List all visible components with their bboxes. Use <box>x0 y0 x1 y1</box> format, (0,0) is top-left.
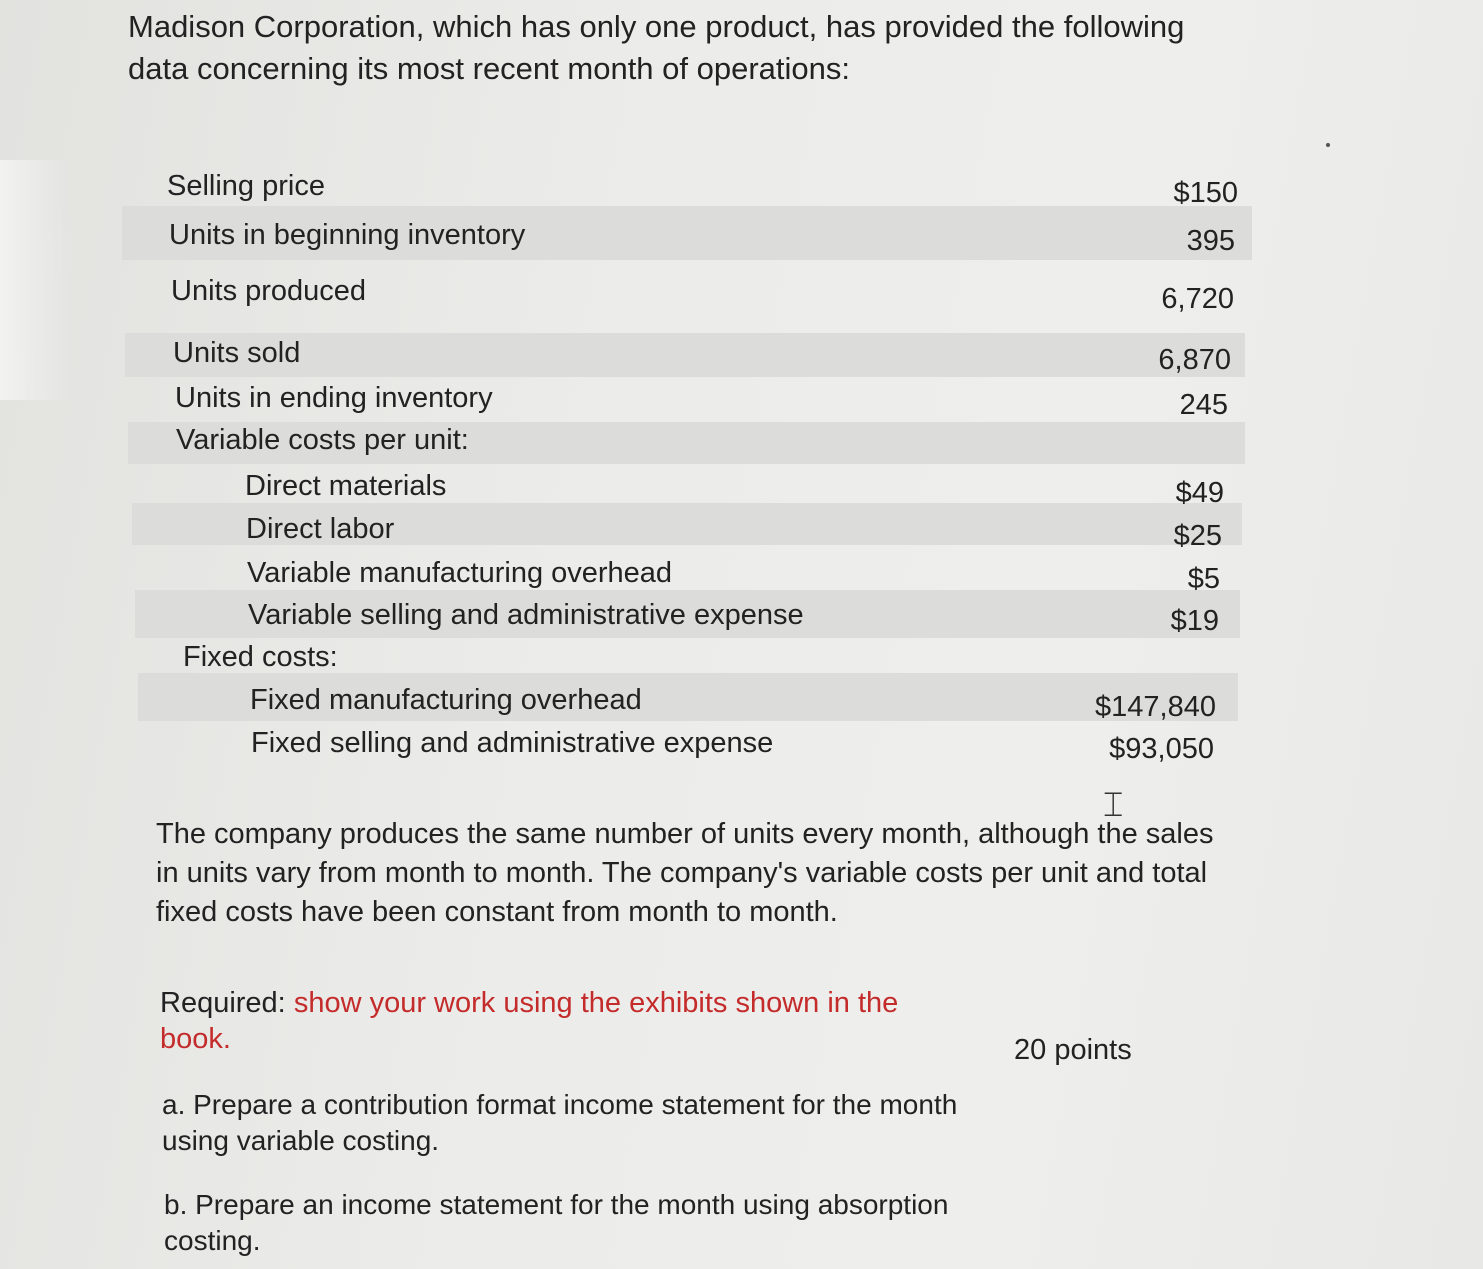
fixed-costs-header: Fixed costs: <box>183 641 338 673</box>
variable-mfg-overhead-value: $5 <box>1187 563 1220 595</box>
direct-materials-label: Direct materials <box>245 470 447 502</box>
text-cursor-icon: ⌶ <box>1103 786 1124 824</box>
units-sold-value: 6,870 <box>1158 344 1231 376</box>
variable-sga-label: Variable selling and administrative expense <box>248 599 804 631</box>
required-text <box>160 985 940 1057</box>
fixed-mfg-overhead-label: Fixed manufacturing overhead <box>250 684 642 716</box>
required-instruction: show your work using the exhibits shown in the book. <box>160 987 899 1055</box>
variable-costs-header: Variable costs per unit: <box>176 424 469 456</box>
required-prefix: Required: <box>160 987 294 1019</box>
task-a: a. Prepare a contribution format income statement for the month using variable costing. <box>162 1089 958 1156</box>
beginning-inventory-value: 395 <box>1186 225 1235 257</box>
variable-mfg-overhead-label: Variable manufacturing overhead <box>247 557 673 589</box>
screen-speck <box>1326 143 1330 147</box>
points-label: 20 points <box>1014 1034 1132 1066</box>
direct-labor-label: Direct labor <box>246 513 395 545</box>
direct-materials-value: $49 <box>1175 477 1224 509</box>
intro-text: Madison Corporation, which has only one product, has provided the following data concerning its most recent month of operations: <box>128 9 1185 86</box>
ending-inventory-label: Units in ending inventory <box>175 382 493 414</box>
ending-inventory-value: 245 <box>1179 389 1228 421</box>
direct-labor-value: $25 <box>1173 520 1222 552</box>
screen-glare <box>0 160 70 400</box>
units-produced-label: Units produced <box>171 275 367 307</box>
units-produced-value: 6,720 <box>1161 283 1234 315</box>
selling-price-value: $150 <box>1173 177 1238 209</box>
fixed-sga-label: Fixed selling and administrative expense <box>251 727 774 759</box>
fixed-sga-value: $93,050 <box>1109 733 1214 765</box>
selling-price-label: Selling price <box>167 170 325 202</box>
beginning-inventory-label: Units in beginning inventory <box>169 219 526 251</box>
units-sold-label: Units sold <box>173 337 301 369</box>
fixed-mfg-overhead-value: $147,840 <box>1095 691 1216 723</box>
task-b: b. Prepare an income statement for the month using absorption costing. <box>164 1189 949 1256</box>
variable-sga-value: $19 <box>1170 605 1219 637</box>
description-paragraph: The company produces the same number of units every month, although the sales in units vary from month to month. The company's variable costs per unit and total fixed costs have been constant from month to month. <box>156 818 1214 928</box>
